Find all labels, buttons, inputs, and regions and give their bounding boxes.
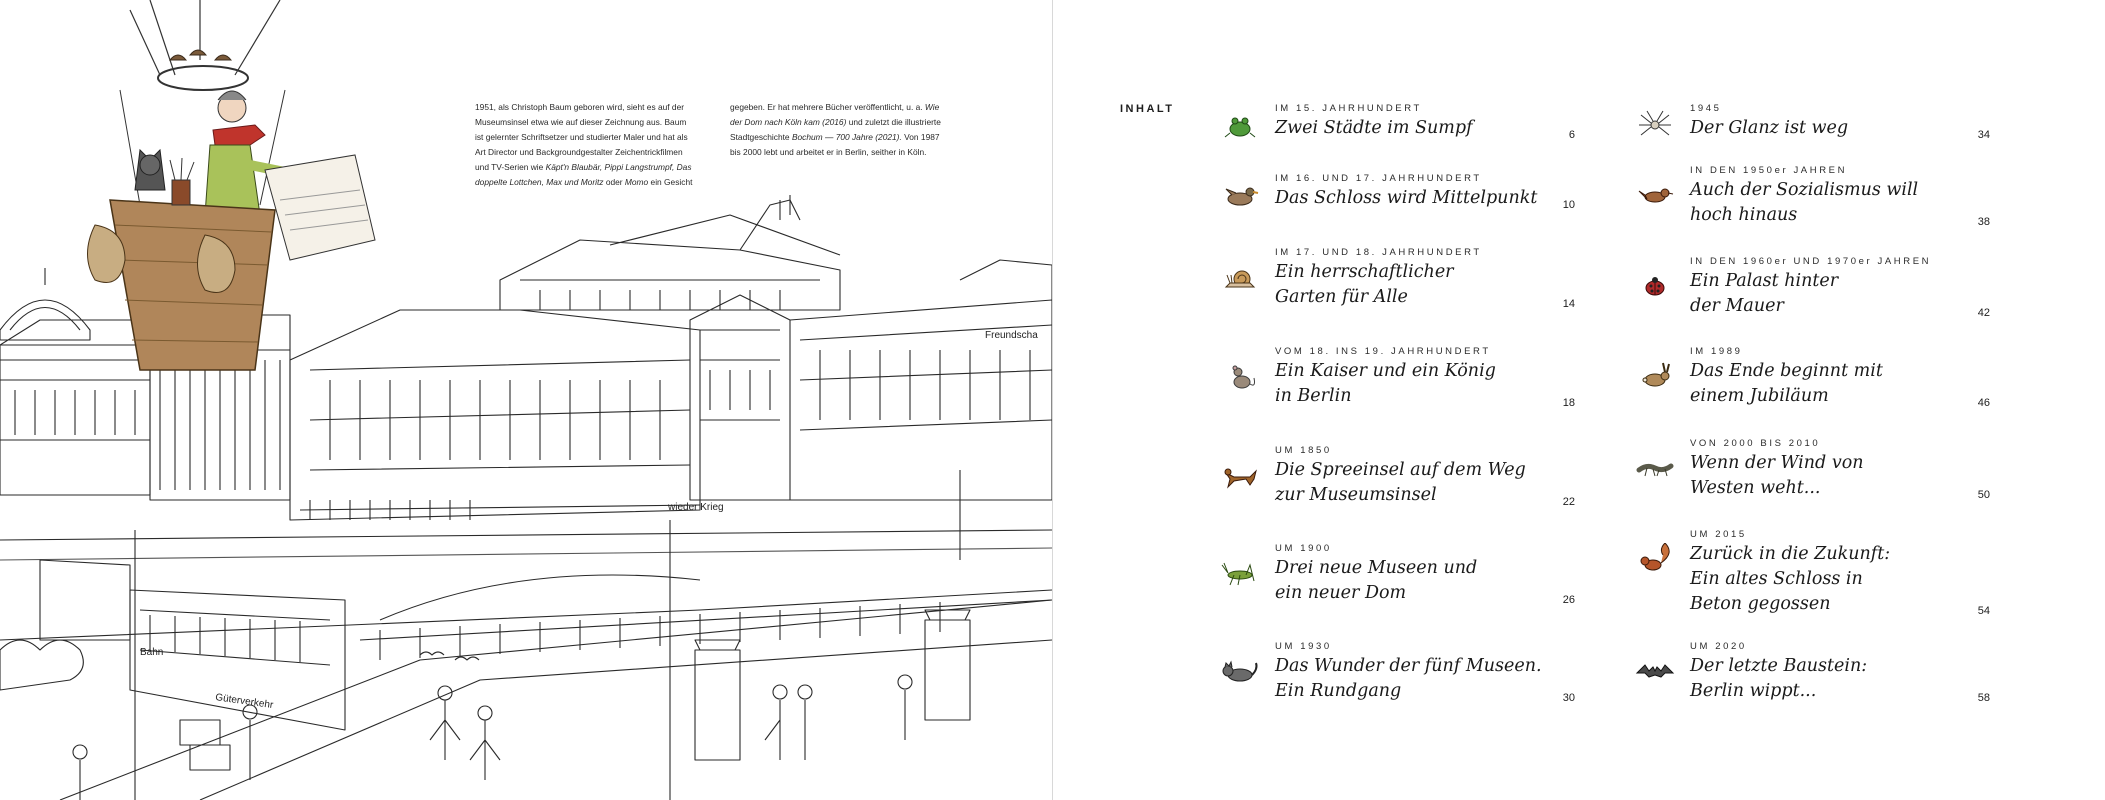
toc-title-line: Zurück in die Zukunft: (1690, 544, 1891, 564)
toc-page-number: 46 (1977, 397, 1990, 409)
toc-era: IM 1989 (1690, 346, 1743, 357)
bio-text-1c: oder (605, 177, 623, 187)
toc-era: UM 1900 (1275, 543, 1332, 554)
toc-title-line: Wenn der Wind von (1690, 453, 1864, 473)
bio-text-1e: ein Gesicht (650, 177, 693, 187)
bio-text-1d: Momo (624, 177, 649, 187)
toc-page-number: 14 (1562, 298, 1575, 310)
bio-text-1b: Käpt'n Blaubär, Pippi Langstrumpf, Das doppelte Lottchen, Max und Moritz (475, 162, 692, 187)
toc-title-line: in Berlin (1275, 386, 1352, 406)
toc-title (1690, 451, 1990, 501)
cat-icon (1220, 655, 1260, 687)
toc-title-line: Das Schloss wird Mittelpunkt (1275, 188, 1538, 208)
toc-title-line: Ein altes Schloss in (1690, 569, 1863, 589)
toc-page-number: 10 (1562, 199, 1575, 211)
toc-title-line: Das Wunder der fünf Museen. (1275, 656, 1542, 676)
sign-freundschaft: Freundscha (985, 330, 1038, 341)
toc-title-line: Drei neue Museen und (1275, 558, 1478, 578)
toc-page-number: 42 (1977, 307, 1990, 319)
toc-title (1690, 542, 1990, 617)
squirrel-icon (1635, 543, 1675, 575)
toc-title-line: Das Ende beginnt mit (1690, 361, 1883, 381)
toc-era: IM 17. UND 18. JAHRHUNDERT (1275, 247, 1482, 258)
toc-title (1275, 186, 1575, 211)
right-page (1053, 0, 2105, 800)
toc-title-line: Zwei Städte im Sumpf (1275, 118, 1473, 138)
toc-title-line: Die Spreeinsel auf dem Weg (1275, 460, 1526, 480)
toc-page-number: 6 (1568, 129, 1575, 141)
toc-title (1690, 654, 1990, 704)
toc-entry[interactable] (1275, 543, 1575, 606)
toc-page-number: 26 (1562, 594, 1575, 606)
toc-entry[interactable] (1690, 256, 1990, 319)
toc-era: 1945 (1690, 103, 1722, 114)
toc-era: IN DEN 1950er JAHREN (1690, 165, 1848, 176)
toc-title-line: Der Glanz ist weg (1690, 118, 1849, 138)
sign-tram-small: Bahn (140, 647, 164, 658)
balloon-basket (88, 0, 376, 370)
rabbit-icon (1635, 360, 1675, 392)
bio-text-2c: und zuletzt die illustrierte Stadtgeschichte (730, 117, 941, 142)
toc-entry[interactable] (1275, 641, 1575, 704)
bio-text-column-1 (475, 100, 693, 190)
toc-page-number: 54 (1977, 605, 1990, 617)
toc-title-line: ein neuer Dom (1275, 583, 1407, 603)
toc-title (1275, 458, 1575, 508)
bio-text-2d: Bochum — 700 Jahre (2021). (791, 132, 902, 142)
left-page (0, 0, 1052, 800)
toc-title-line: Der letzte Baustein: (1690, 656, 1868, 676)
toc-era: IM 15. JAHRHUNDERT (1275, 103, 1422, 114)
lizard-icon (1635, 452, 1675, 484)
toc-era: UM 1850 (1275, 445, 1332, 456)
duck-icon (1220, 179, 1260, 211)
toc-title-line: Auch der Sozialismus will (1690, 180, 1919, 200)
bio-text-2e: Von 1987 bis 2000 lebt und arbeitet er in Berlin, seither in Köln. (730, 132, 940, 157)
toc-era: UM 2015 (1690, 529, 1747, 540)
toc-title (1275, 260, 1575, 310)
toc-era: IN DEN 1960er UND 1970er JAHREN (1690, 256, 1932, 267)
toc-title (1690, 269, 1990, 319)
bird-icon (1635, 179, 1675, 211)
toc-title-line: Ein herrschaftlicher (1275, 262, 1454, 282)
toc-page-number: 30 (1562, 692, 1575, 704)
toc-entry[interactable] (1690, 641, 1990, 704)
toc-entry[interactable] (1275, 103, 1575, 141)
toc-title (1275, 359, 1575, 409)
toc-era: VON 2000 BIS 2010 (1690, 438, 1821, 449)
toc-title-line: Beton gegossen (1690, 594, 1831, 614)
toc-page-number: 50 (1977, 489, 1990, 501)
grasshopper-icon (1220, 557, 1260, 589)
toc-entry[interactable] (1690, 529, 1990, 617)
bio-text-2a: gegeben. Er hat mehrere Bücher veröffentlicht, u. a. (730, 102, 923, 112)
toc-page-number: 18 (1562, 397, 1575, 409)
toc-entry[interactable] (1690, 438, 1990, 501)
toc-title-line: hoch hinaus (1690, 205, 1798, 225)
toc-title-line: Ein Palast hinter (1690, 271, 1839, 291)
bio-text-1a: 1951, als Christoph Baum geboren wird, sieht es auf der Museumsinsel etwa wie auf dieser Zeichnung aus. Baum ist gelernter Schriftsetzer und studierter Maler und hat als Art Director und Backgroundgestalter Zeichentrickfilmen und TV-Serien wie (475, 102, 688, 172)
spider-icon (1635, 109, 1675, 141)
toc-entry[interactable] (1690, 165, 1990, 228)
mouse-icon (1220, 360, 1260, 392)
toc-title (1690, 116, 1990, 141)
toc-heading: INHALT (1120, 103, 1175, 115)
toc-entry[interactable] (1690, 346, 1990, 409)
snail-icon (1220, 261, 1260, 293)
toc-title (1275, 116, 1575, 141)
toc-entry[interactable] (1275, 173, 1575, 211)
bat-icon (1635, 655, 1675, 687)
toc-title-line: einem Jubiläum (1690, 386, 1829, 406)
toc-entry[interactable] (1275, 247, 1575, 310)
toc-title (1275, 654, 1575, 704)
toc-title-line: zur Museumsinsel (1275, 485, 1437, 505)
toc-page-number: 58 (1977, 692, 1990, 704)
toc-title (1275, 556, 1575, 606)
toc-entry[interactable] (1690, 103, 1990, 141)
toc-title-line: Ein Kaiser und ein König (1275, 361, 1496, 381)
toc-page-number: 38 (1977, 216, 1990, 228)
toc-entry[interactable] (1275, 445, 1575, 508)
toc-title-line: Garten für Alle (1275, 287, 1408, 307)
toc-page-number: 34 (1977, 129, 1990, 141)
toc-title-line: Westen weht... (1690, 478, 1821, 498)
toc-era: UM 2020 (1690, 641, 1747, 652)
toc-title (1690, 178, 1990, 228)
toc-title-line: Berlin wippt... (1690, 681, 1817, 701)
sign-tram: Güterverkehr (214, 692, 274, 712)
frog-icon (1220, 109, 1260, 141)
toc-entry[interactable] (1275, 346, 1575, 409)
toc-era: IM 16. UND 17. JAHRHUNDERT (1275, 173, 1482, 184)
toc-era: UM 1930 (1275, 641, 1332, 652)
toc-era: VOM 18. INS 19. JAHRHUNDERT (1275, 346, 1491, 357)
toc-title-line: Ein Rundgang (1275, 681, 1402, 701)
toc-title (1690, 359, 1990, 409)
sign-krieg: wieder Krieg (668, 502, 724, 513)
ladybug-icon (1635, 270, 1675, 302)
bio-text-2b: Wie der Dom nach Köln kam (2016) (730, 102, 940, 127)
toc-title-line: der Mauer (1690, 296, 1784, 316)
bio-text-column-2 (730, 100, 948, 160)
toc-page-number: 22 (1562, 496, 1575, 508)
dog-icon (1220, 459, 1260, 491)
